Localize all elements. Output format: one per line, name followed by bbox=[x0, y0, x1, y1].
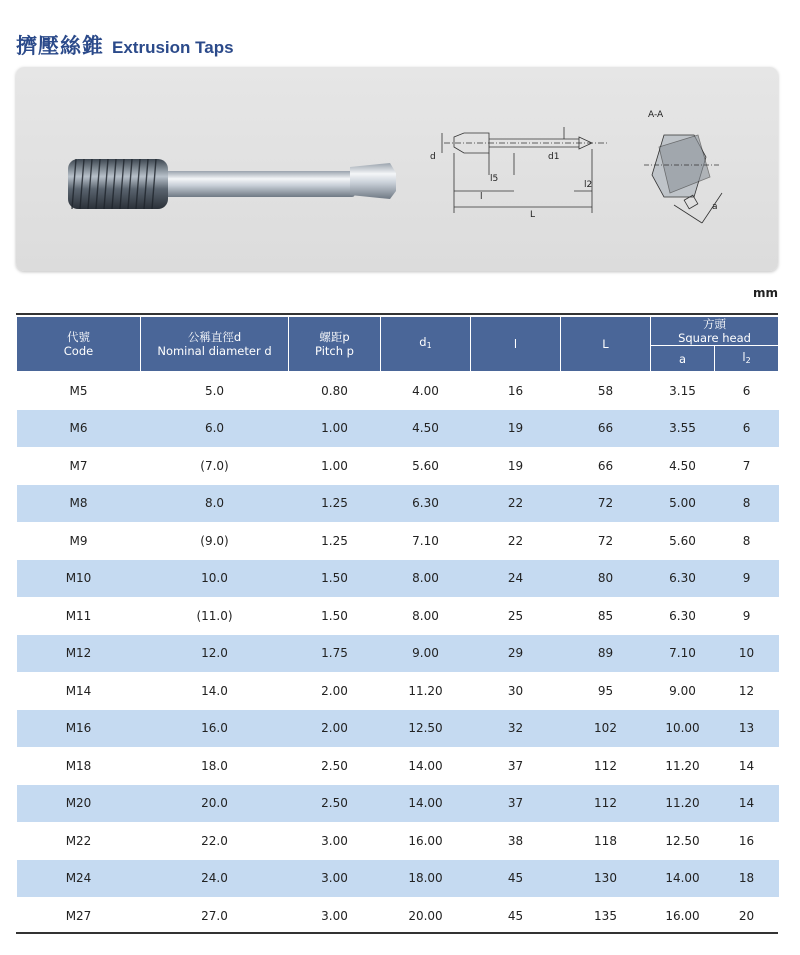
cell-l: 37 bbox=[471, 785, 561, 823]
table-row bbox=[17, 897, 779, 935]
table-row bbox=[17, 597, 779, 635]
cell-code: M9 bbox=[69, 533, 88, 548]
cell-L: 112 bbox=[561, 785, 651, 823]
header-l: l bbox=[471, 317, 561, 372]
cell-d1: 8.00 bbox=[412, 608, 439, 623]
table-row bbox=[17, 860, 779, 898]
cell-l2: 13 bbox=[715, 710, 779, 748]
cell-l: 19 bbox=[471, 410, 561, 448]
cell-l: 45 bbox=[471, 860, 561, 898]
cell-d1: 12.50 bbox=[381, 710, 471, 748]
table-row bbox=[17, 447, 779, 485]
cell-l2: 20 bbox=[738, 908, 755, 923]
cell-nominal: (9.0) bbox=[200, 533, 229, 548]
cell-code: M18 bbox=[65, 758, 92, 773]
cell-l: 29 bbox=[471, 635, 561, 673]
table-row bbox=[17, 522, 779, 560]
cell-a: 16.00 bbox=[665, 908, 700, 923]
table-row bbox=[17, 372, 779, 410]
specification-table bbox=[16, 316, 779, 935]
section-view bbox=[624, 105, 744, 235]
cell-nominal: 6.0 bbox=[141, 410, 289, 448]
cell-pitch: 3.00 bbox=[289, 860, 381, 898]
cell-a: 10.00 bbox=[651, 710, 715, 748]
cell-L: 80 bbox=[561, 560, 651, 598]
cell-L: 135 bbox=[594, 908, 617, 923]
cell-L: 72 bbox=[561, 485, 651, 523]
table-row bbox=[17, 560, 779, 598]
header-L: L bbox=[561, 317, 651, 372]
cell-d1: 7.10 bbox=[412, 533, 439, 548]
cell-L: 89 bbox=[561, 635, 651, 673]
cell-l2: 9 bbox=[715, 560, 779, 598]
cell-l: 38 bbox=[507, 833, 524, 848]
header-d1: $d_1$ bbox=[381, 317, 471, 372]
table-body bbox=[17, 372, 779, 935]
header-square-head: 方頭 Square head bbox=[651, 317, 779, 346]
cell-l2: 14 bbox=[715, 785, 779, 823]
cell-nominal: 22.0 bbox=[201, 833, 228, 848]
cell-pitch: 1.25 bbox=[289, 485, 381, 523]
cell-a: 3.15 bbox=[669, 383, 696, 398]
section-label: A-A bbox=[648, 110, 664, 120]
cell-code: M14 bbox=[65, 683, 92, 698]
cell-nominal: 16.0 bbox=[141, 710, 289, 748]
cell-l: 32 bbox=[471, 710, 561, 748]
cell-d1: 8.00 bbox=[381, 560, 471, 598]
cell-pitch: 2.00 bbox=[289, 710, 381, 748]
cell-a: 14.00 bbox=[651, 860, 715, 898]
header-pitch: 螺距p Pitch p bbox=[289, 317, 381, 372]
cell-pitch: 0.80 bbox=[321, 383, 348, 398]
page-title bbox=[16, 30, 234, 60]
cell-d1: 11.20 bbox=[408, 683, 443, 698]
cell-nominal: 14.0 bbox=[201, 683, 228, 698]
cell-a: 11.20 bbox=[651, 785, 715, 823]
cell-code: M16 bbox=[17, 710, 141, 748]
cell-code: M11 bbox=[65, 608, 92, 623]
cell-a: 7.10 bbox=[651, 635, 715, 673]
cell-a: 9.00 bbox=[669, 683, 696, 698]
table-bottom-rule bbox=[16, 932, 778, 934]
cell-pitch: 2.50 bbox=[321, 758, 348, 773]
cell-d1: 5.60 bbox=[412, 458, 439, 473]
table-row bbox=[17, 635, 779, 673]
cell-pitch: 2.50 bbox=[289, 785, 381, 823]
cell-d1: 4.50 bbox=[381, 410, 471, 448]
cell-L: 130 bbox=[561, 860, 651, 898]
label-L: L bbox=[530, 210, 536, 220]
cell-d1: 9.00 bbox=[381, 635, 471, 673]
cell-d1: 18.00 bbox=[381, 860, 471, 898]
label-d: d bbox=[430, 152, 436, 162]
cell-l: 24 bbox=[471, 560, 561, 598]
cell-l2: 10 bbox=[715, 635, 779, 673]
cell-l2: 8 bbox=[742, 533, 751, 548]
cell-l: 37 bbox=[507, 758, 524, 773]
cell-l2: 6 bbox=[742, 383, 751, 398]
cell-L: 95 bbox=[597, 683, 614, 698]
cell-code: M10 bbox=[17, 560, 141, 598]
cell-pitch: 1.75 bbox=[289, 635, 381, 673]
cell-a: 6.30 bbox=[651, 560, 715, 598]
extrusion-tap-image bbox=[60, 153, 400, 243]
table-row bbox=[17, 785, 779, 823]
cell-a: 12.50 bbox=[665, 833, 700, 848]
header-a: a bbox=[651, 346, 715, 372]
cell-pitch: 1.00 bbox=[321, 458, 348, 473]
cell-nominal: 20.0 bbox=[141, 785, 289, 823]
cell-l: 19 bbox=[507, 458, 524, 473]
cell-L: 72 bbox=[597, 533, 614, 548]
cell-d1: 14.00 bbox=[381, 785, 471, 823]
cell-code: M8 bbox=[17, 485, 141, 523]
label-d1: d1 bbox=[548, 152, 560, 162]
label-l2: l2 bbox=[584, 180, 593, 190]
cell-L: 66 bbox=[561, 410, 651, 448]
header-nominal-diameter: 公稱直徑d Nominal diameter d bbox=[141, 317, 289, 372]
cell-nominal: 8.0 bbox=[141, 485, 289, 523]
cell-nominal: 24.0 bbox=[141, 860, 289, 898]
table-row bbox=[17, 822, 779, 860]
cell-l: 16 bbox=[507, 383, 524, 398]
label-l: l bbox=[480, 192, 483, 202]
cell-L: 58 bbox=[597, 383, 614, 398]
cell-l2: 7 bbox=[742, 458, 751, 473]
cell-L: 85 bbox=[597, 608, 614, 623]
table-row bbox=[17, 410, 779, 448]
cell-nominal: (7.0) bbox=[200, 458, 229, 473]
cell-nominal: 18.0 bbox=[201, 758, 228, 773]
table-row bbox=[17, 747, 779, 785]
cell-code: M20 bbox=[17, 785, 141, 823]
cell-a: 6.30 bbox=[669, 608, 696, 623]
cell-a: 3.55 bbox=[651, 410, 715, 448]
cell-code: M12 bbox=[17, 635, 141, 673]
cell-nominal: (11.0) bbox=[196, 608, 233, 623]
cell-l2: 12 bbox=[738, 683, 755, 698]
cell-l: 22 bbox=[471, 485, 561, 523]
cell-d1: 4.00 bbox=[412, 383, 439, 398]
cell-l2: 14 bbox=[738, 758, 755, 773]
table-row bbox=[17, 710, 779, 748]
cell-l: 45 bbox=[507, 908, 524, 923]
label-a: a bbox=[712, 202, 718, 212]
cell-nominal: 27.0 bbox=[201, 908, 228, 923]
table-row bbox=[17, 672, 779, 710]
cell-d1: 20.00 bbox=[408, 908, 443, 923]
cell-l: 30 bbox=[507, 683, 524, 698]
cell-code: M5 bbox=[69, 383, 88, 398]
header-code: 代號 Code bbox=[17, 317, 141, 372]
cell-l: 25 bbox=[507, 608, 524, 623]
cell-pitch: 1.00 bbox=[289, 410, 381, 448]
cell-pitch: 1.25 bbox=[321, 533, 348, 548]
cell-code: M24 bbox=[17, 860, 141, 898]
cell-nominal: 5.0 bbox=[204, 383, 225, 398]
cell-d1: 6.30 bbox=[381, 485, 471, 523]
header-l2: $l_2$ bbox=[715, 346, 779, 372]
cell-pitch: 3.00 bbox=[321, 833, 348, 848]
cell-L: 102 bbox=[561, 710, 651, 748]
cell-code: M6 bbox=[17, 410, 141, 448]
cell-nominal: 12.0 bbox=[141, 635, 289, 673]
cell-a: 5.00 bbox=[651, 485, 715, 523]
cell-pitch: 2.00 bbox=[321, 683, 348, 698]
cell-pitch: 3.00 bbox=[321, 908, 348, 923]
cell-pitch: 1.50 bbox=[289, 560, 381, 598]
cell-a: 4.50 bbox=[669, 458, 696, 473]
table-row bbox=[17, 485, 779, 523]
product-illustration-panel bbox=[16, 67, 778, 271]
cell-a: 11.20 bbox=[665, 758, 700, 773]
cell-l2: 16 bbox=[738, 833, 755, 848]
cell-l2: 6 bbox=[715, 410, 779, 448]
cell-L: 112 bbox=[594, 758, 617, 773]
cell-L: 66 bbox=[597, 458, 614, 473]
title-chinese: 擠壓絲錐 bbox=[16, 34, 104, 58]
cell-L: 118 bbox=[594, 833, 617, 848]
cell-a: 5.60 bbox=[669, 533, 696, 548]
cell-code: M27 bbox=[65, 908, 92, 923]
title-english: Extrusion Taps bbox=[112, 38, 234, 57]
cell-pitch: 1.50 bbox=[321, 608, 348, 623]
cell-l2: 18 bbox=[715, 860, 779, 898]
cell-l: 22 bbox=[507, 533, 524, 548]
cell-l2: 9 bbox=[742, 608, 751, 623]
cell-l2: 8 bbox=[715, 485, 779, 523]
label-l5: l5 bbox=[490, 174, 499, 184]
table-top-rule bbox=[16, 313, 778, 315]
unit-label: mm bbox=[752, 286, 778, 300]
cell-code: M7 bbox=[69, 458, 88, 473]
dimension-drawing bbox=[414, 113, 614, 223]
cell-code: M22 bbox=[65, 833, 92, 848]
cell-nominal: 10.0 bbox=[141, 560, 289, 598]
cell-d1: 14.00 bbox=[408, 758, 443, 773]
cell-d1: 16.00 bbox=[408, 833, 443, 848]
